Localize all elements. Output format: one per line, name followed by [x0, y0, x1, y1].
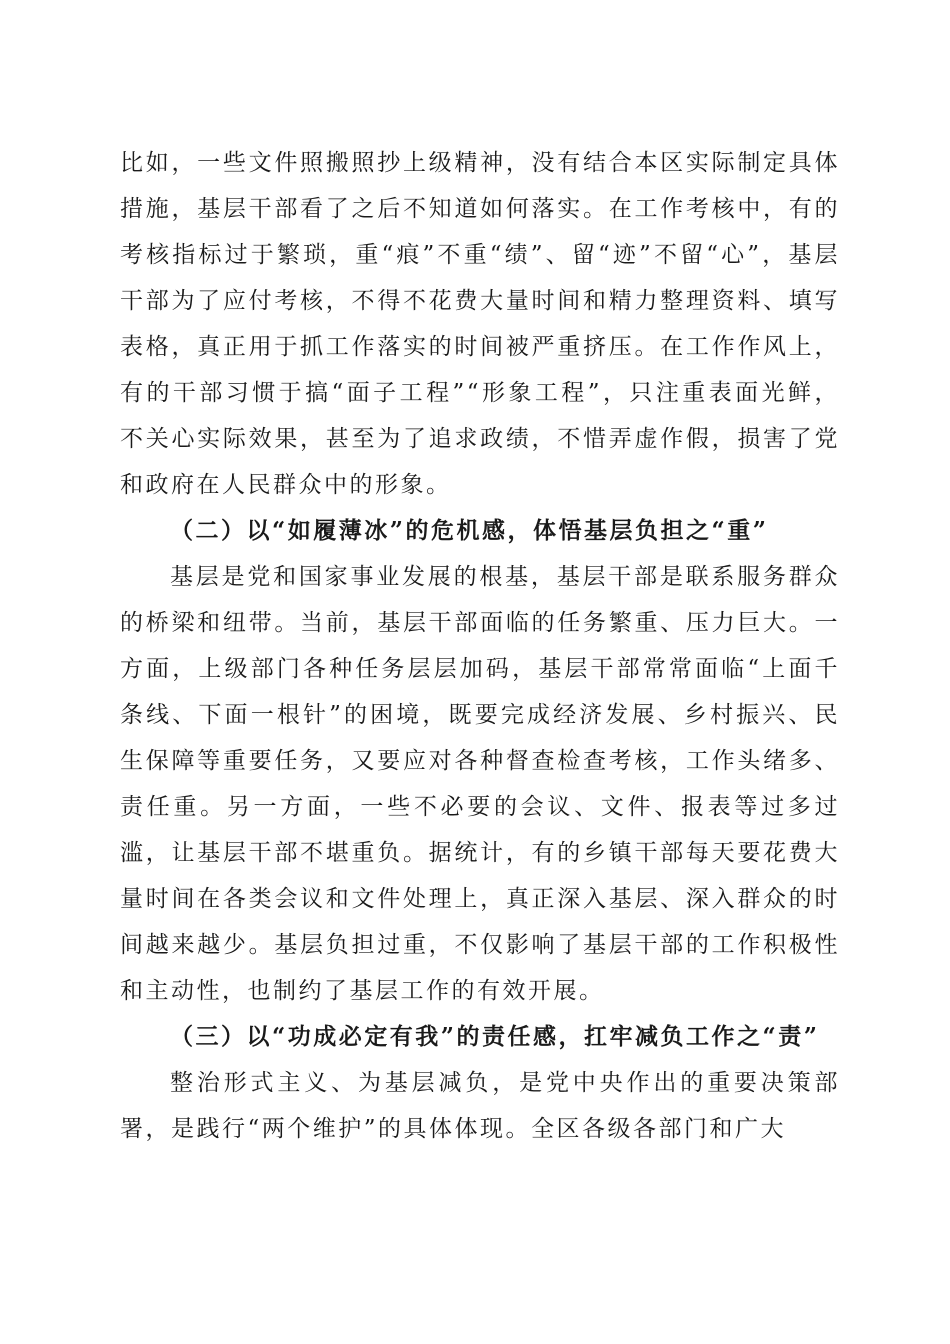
- paragraph-intro: 比如，一些文件照搬照抄上级精神，没有结合本区实际制定具体措施，基层干部看了之后不知道如何落实。在工作考核中，有的考核指标过于繁琐，重“痕”不重“绩”、留“迹”不留“心”，基层干部为了应付考核，不得不花费大量时间和精力整理资料、填写表格，真正用于抓工作落实的时间被严重挤压。在工作作风上，有的干部习惯于搞“面子工程”“形象工程”，只注重表面光鲜，不关心实际效果，甚至为了追求政绩，不惜弄虚作假，损害了党和政府在人民群众中的形象。: [120, 150, 840, 498]
- paragraph-section-3: 整治形式主义、为基层减负，是党中央作出的重要决策部署，是践行“两个维护”的具体体现。全区各级各部门和广大: [120, 1070, 840, 1142]
- paragraph-section-2: 基层是党和国家事业发展的根基，基层干部是联系服务群众的桥梁和纽带。当前，基层干部面临的任务繁重、压力巨大。一方面，上级部门各种任务层层加码，基层干部常常面临“上面千条线、下面一根针”的困境，既要完成经济发展、乡村振兴、民生保障等重要任务，又要应对各种督查检查考核，工作头绪多、责任重。另一方面，一些不必要的会议、文件、报表等过多过滥，让基层干部不堪重负。据统计，有的乡镇干部每天要花费大量时间在各类会议和文件处理上，真正深入基层、深入群众的时间越来越少。基层负担过重，不仅影响了基层干部的工作积极性和主动性，也制约了基层工作的有效开展。: [120, 564, 840, 1004]
- section-heading-2: （二）以“如履薄冰”的危机感，体悟基层负担之“重”: [170, 517, 769, 544]
- document-body: [120, 140, 840, 1152]
- section-heading-3: （三）以“功成必定有我”的责任感，扛牢减负工作之“责”: [170, 1023, 820, 1050]
